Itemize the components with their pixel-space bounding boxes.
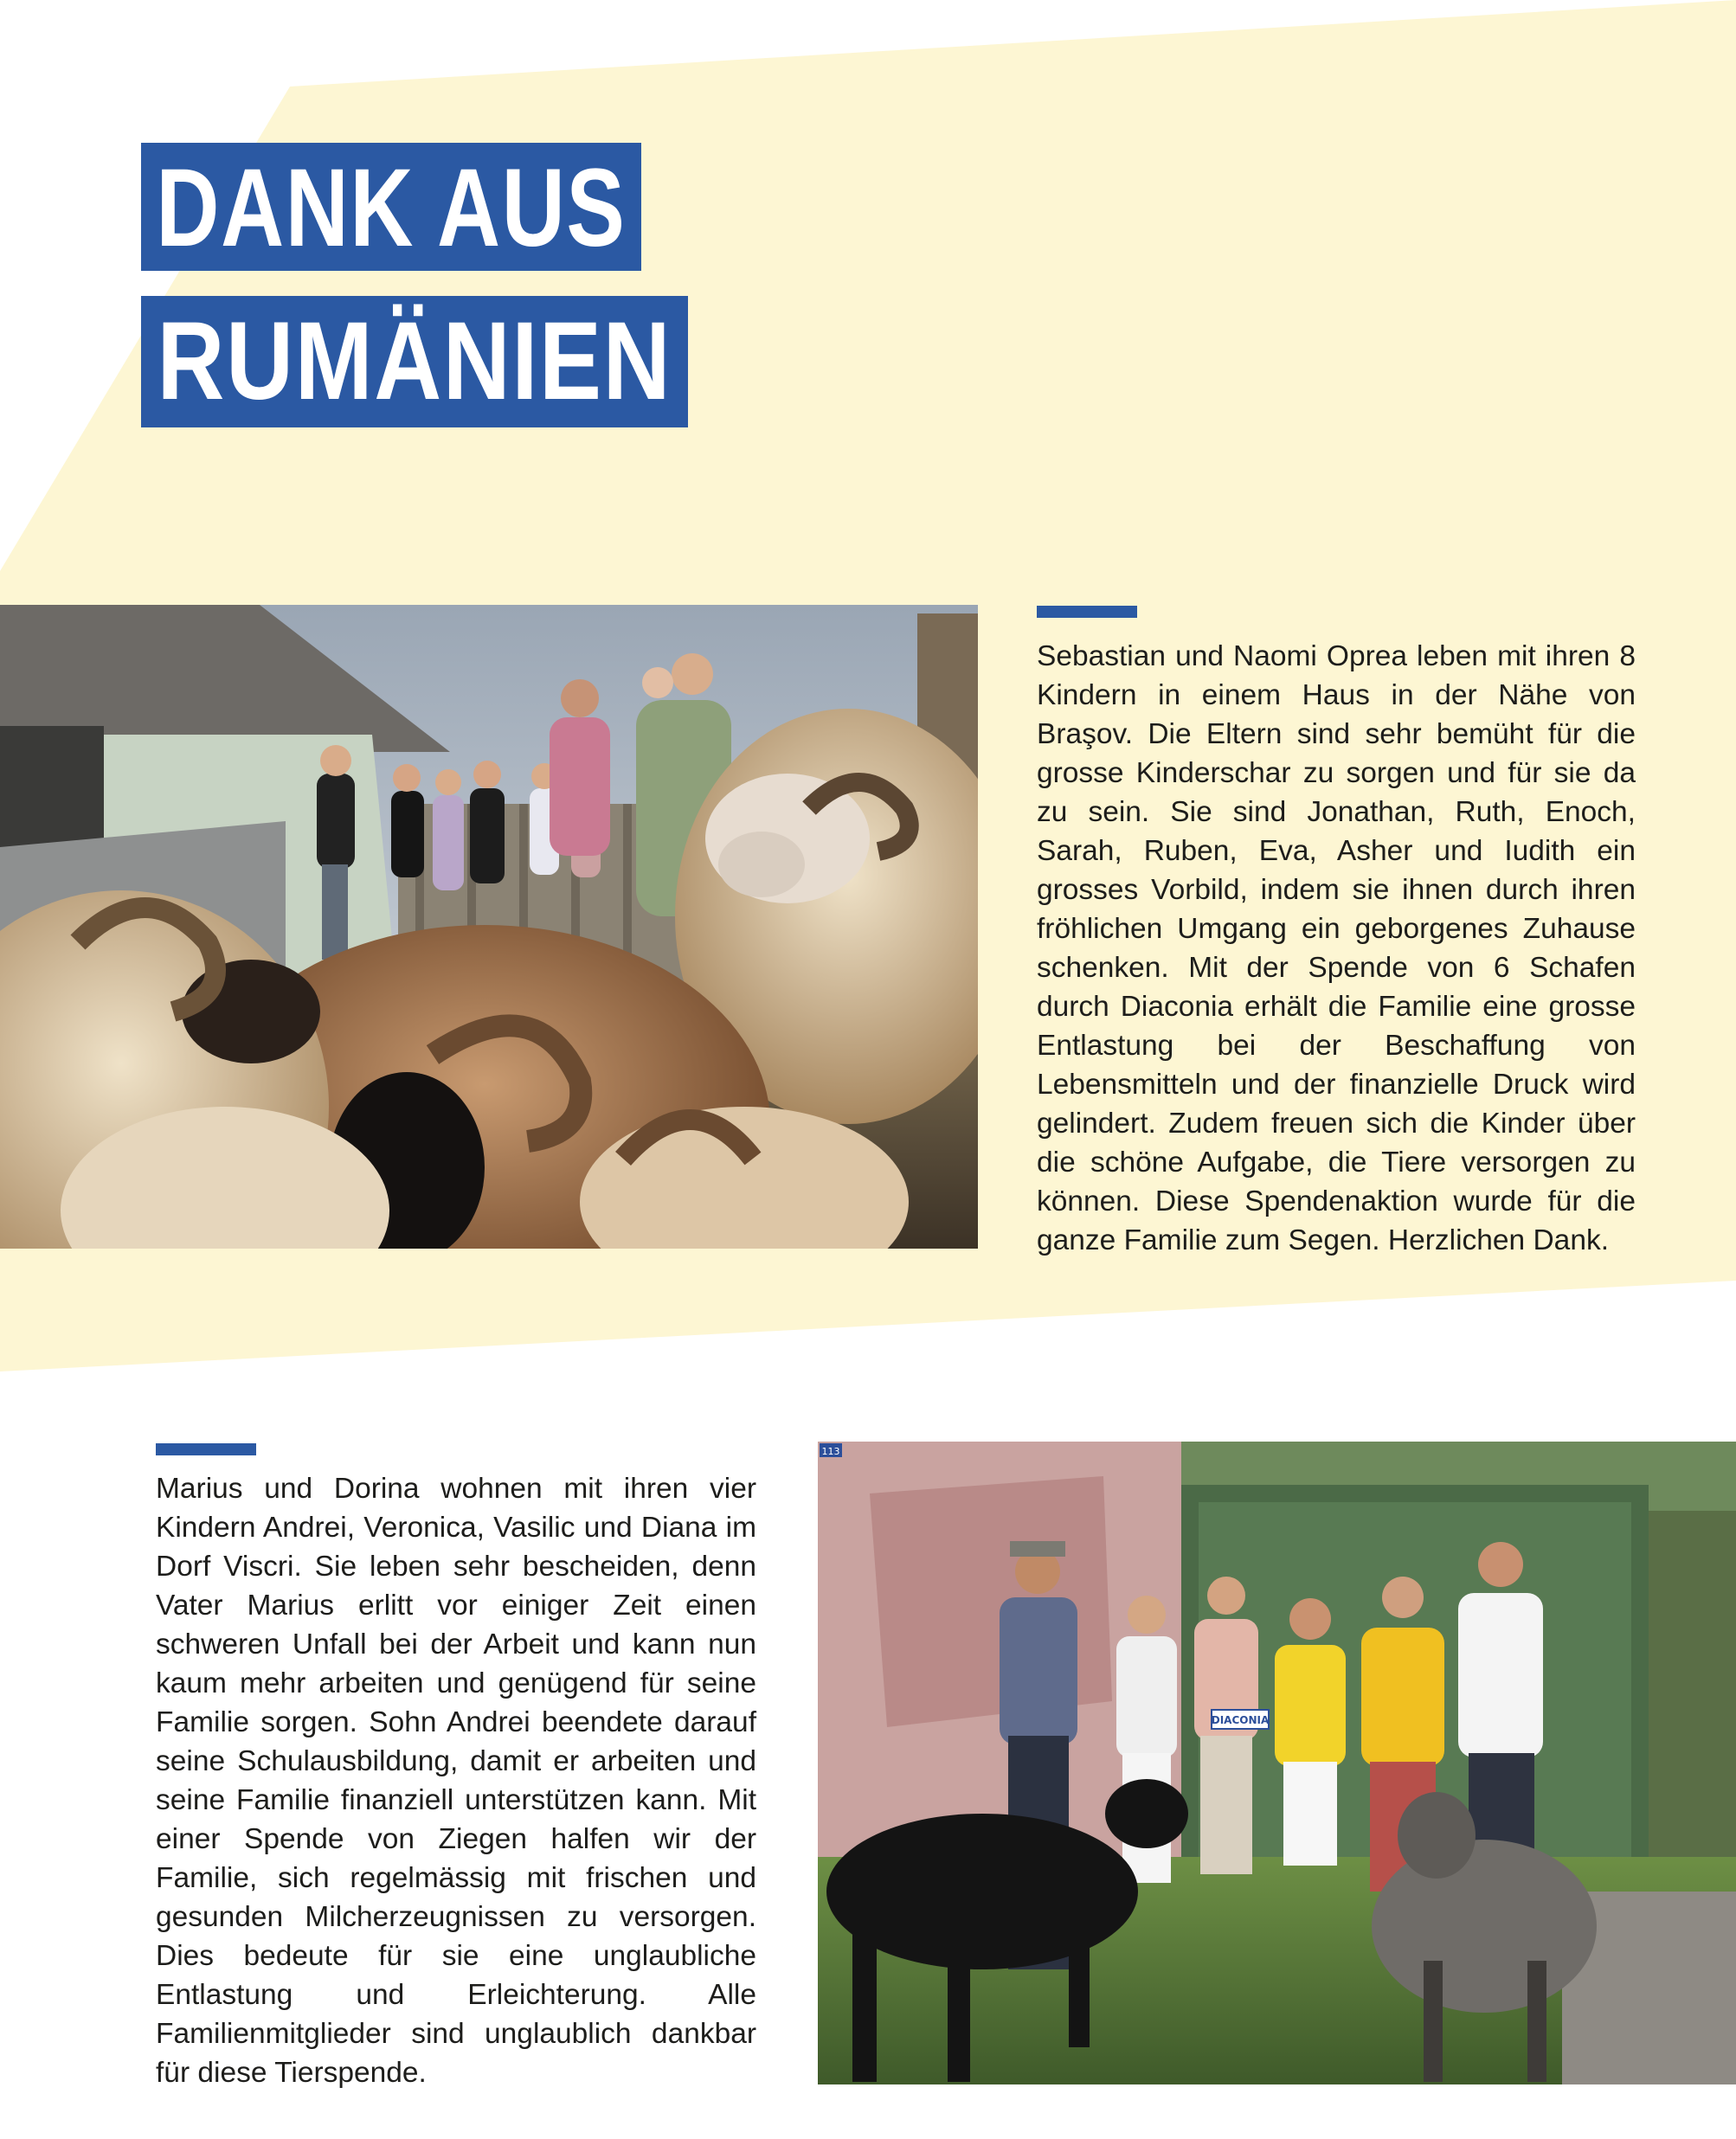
accent-bar: [1037, 606, 1137, 618]
story-1-text: Sebastian und Naomi Oprea leben mit ihren 8 Kindern in einem Haus in der Nähe von Braşov. Die Eltern sind sehr bemüht für die grosse Kinderschar zu sorgen und für sie da zu sein. Sie sind Jonathan, Ruth, Enoch, Sarah, Ruben, Eva, Asher und Iudith ein grosses Vorbild, indem sie ihnen durch ihren fröhlichen Umgang ein geborgenes Zuhause schenken. Mit der Spende von 6 Schafen durch Diaconia erhält die Familie eine grosse Entlastung bei der Beschaffung von Lebensmitteln und der finanzielle Druck wird gelindert. Zudem freuen sich die Kinder über die schöne Aufgabe, die Tiere versorgen zu können. Diese Spendenaktion wurde für die ganze Familie zum Segen. Herzlichen Dank.: [1037, 640, 1636, 1256]
page-title-line-1: DANK AUS: [141, 143, 641, 271]
page-title-line-2: RUMÄNIEN: [141, 296, 688, 427]
family-sheep-photo: [0, 605, 978, 1249]
story-2-text: Marius und Dorina wohnen mit ihren vier Kindern Andrei, Veronica, Vasilic und Diana im Dorf Viscri. Sie leben sehr bescheiden, denn Vater Marius erlitt vor einiger Zeit einen schweren Unfall bei der Arbeit und kann nun kaum mehr arbeiten und genügend für seine Familie sorgen. Sohn Andrei beendete darauf seine Schulausbildung, damit er arbeiten und seine Familie finanziell unterstützen kann. Mit einer Spende von Ziegen halfen wir der Familie, sich regelmässig mit frischen und gesunden Milcherzeugnissen zu versorgen. Dies bedeute für sie eine unglaubliche Entlastung und Erleichterung. Alle Familienmitglieder sind unglaublich dankbar für diese Tierspende.: [156, 1473, 756, 2089]
diaconia-banner: DIACONIA: [1211, 1714, 1270, 1726]
accent-bar: [156, 1443, 256, 1455]
family-goats-photo: [818, 1442, 1736, 2084]
house-number-sign: 113: [821, 1446, 840, 1457]
